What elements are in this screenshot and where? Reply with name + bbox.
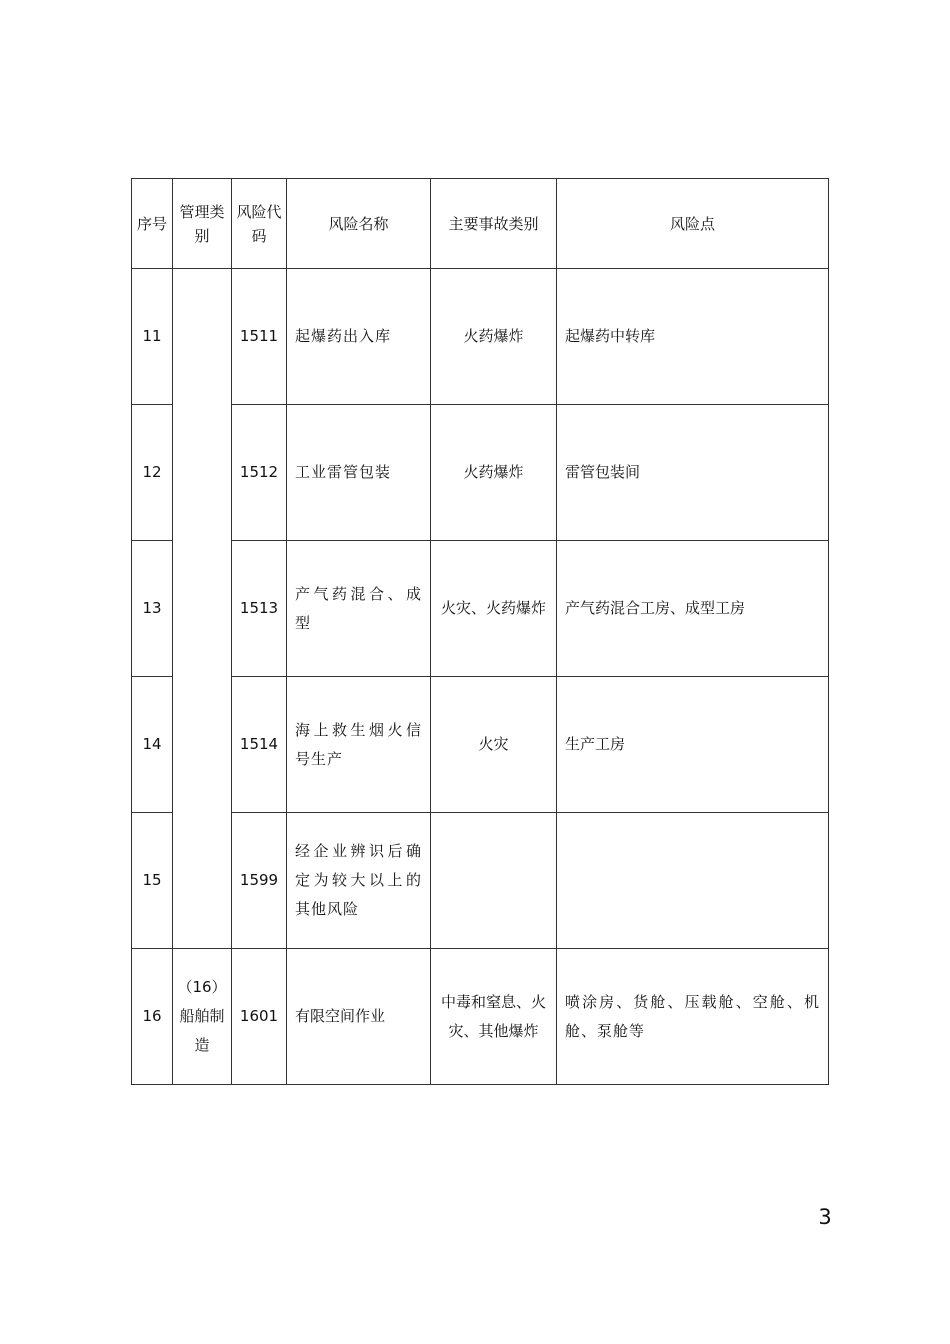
cell-point: 起爆药中转库 <box>557 269 829 405</box>
cell-seq: 11 <box>132 269 173 405</box>
table-row <box>132 813 829 949</box>
table-row <box>132 541 829 677</box>
cell-name: 有限空间作业 <box>287 949 431 1085</box>
cell-accident: 火灾 <box>431 677 557 813</box>
cell-seq: 12 <box>132 405 173 541</box>
cell-code: 1599 <box>232 813 287 949</box>
table-row <box>132 677 829 813</box>
cell-name: 经企业辨识后确定为较大以上的其他风险 <box>287 813 431 949</box>
cell-category: （16）船舶制造 <box>173 949 232 1085</box>
cell-point: 雷管包装间 <box>557 405 829 541</box>
header-code: 风险代码 <box>232 179 287 269</box>
cell-point: 喷涂房、货舱、压载舱、空舱、机舱、泵舱等 <box>557 949 829 1085</box>
cell-name: 起爆药出入库 <box>287 269 431 405</box>
header-seq: 序号 <box>132 179 173 269</box>
cell-seq: 15 <box>132 813 173 949</box>
cell-point <box>557 813 829 949</box>
table-row <box>132 949 829 1085</box>
cell-accident: 火灾、火药爆炸 <box>431 541 557 677</box>
table-row <box>132 405 829 541</box>
cell-name: 工业雷管包装 <box>287 405 431 541</box>
cell-accident <box>431 813 557 949</box>
cell-seq: 16 <box>132 949 173 1085</box>
cell-accident: 火药爆炸 <box>431 405 557 541</box>
cell-accident: 中毒和窒息、火灾、其他爆炸 <box>431 949 557 1085</box>
cell-code: 1513 <box>232 541 287 677</box>
cell-code: 1511 <box>232 269 287 405</box>
cell-name: 海上救生烟火信号生产 <box>287 677 431 813</box>
page-number: 3 <box>818 1205 832 1229</box>
header-point: 风险点 <box>557 179 829 269</box>
cell-category-merged <box>173 269 232 949</box>
risk-table <box>131 178 829 1085</box>
cell-code: 1601 <box>232 949 287 1085</box>
cell-code: 1514 <box>232 677 287 813</box>
table-row <box>132 269 829 405</box>
header-name: 风险名称 <box>287 179 431 269</box>
cell-seq: 13 <box>132 541 173 677</box>
header-accident: 主要事故类别 <box>431 179 557 269</box>
header-category: 管理类别 <box>173 179 232 269</box>
header-row <box>132 179 829 269</box>
cell-code: 1512 <box>232 405 287 541</box>
cell-point: 产气药混合工房、成型工房 <box>557 541 829 677</box>
cell-point: 生产工房 <box>557 677 829 813</box>
cell-accident: 火药爆炸 <box>431 269 557 405</box>
cell-name: 产气药混合、成型 <box>287 541 431 677</box>
cell-seq: 14 <box>132 677 173 813</box>
